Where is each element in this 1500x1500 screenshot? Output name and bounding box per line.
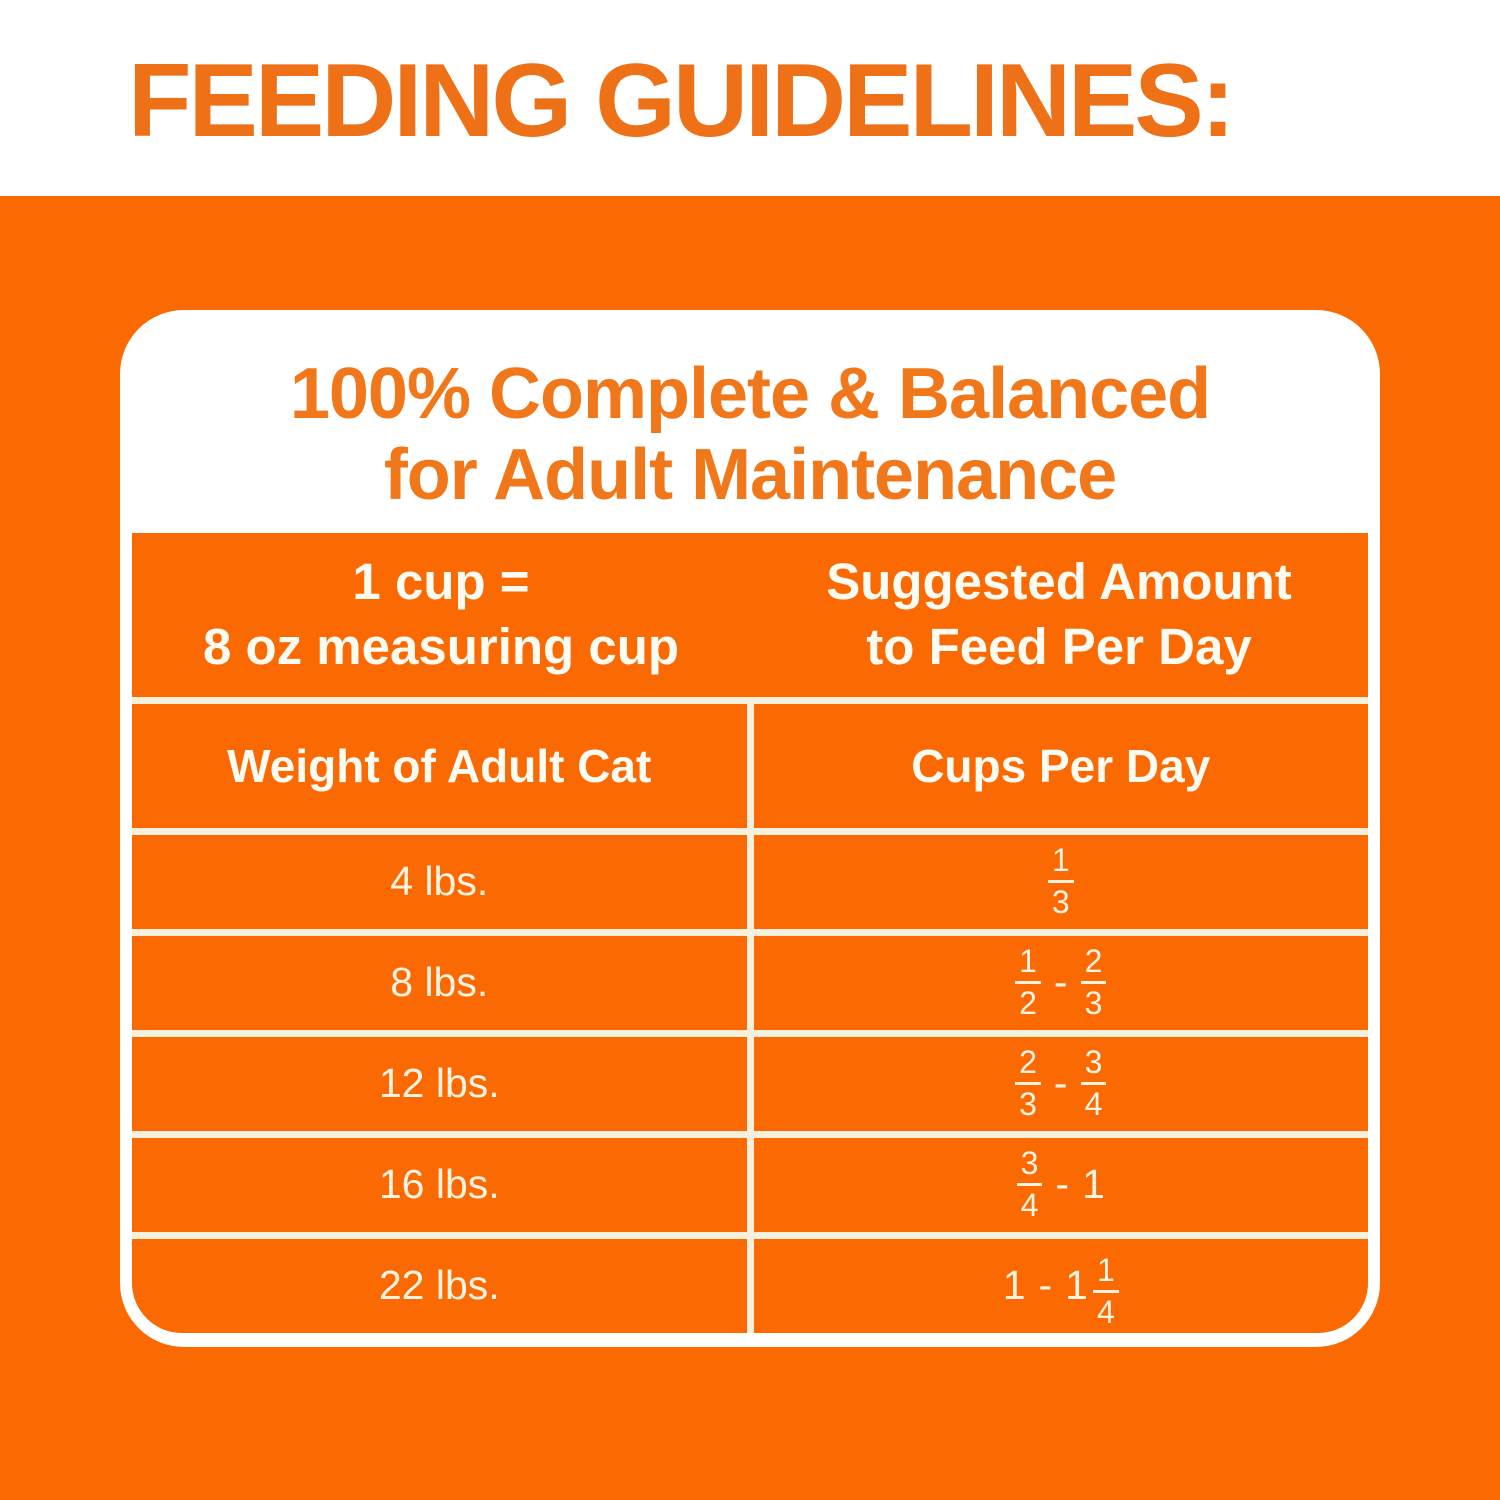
feeding-table (132, 533, 1368, 1333)
orange-panel (0, 196, 1500, 1500)
weight-cell: 22 lbs. (132, 1239, 747, 1333)
page-title: FEEDING GUIDELINES: (128, 43, 1233, 159)
fraction: $\frac{3}{4}$ (1081, 1046, 1107, 1122)
weight-cell: 12 lbs. (132, 1037, 747, 1131)
suggested-amount-header-cell (750, 533, 1368, 697)
card-title (132, 354, 1368, 517)
fraction: $\frac{1}{3}$ (1048, 844, 1074, 920)
suggested-amount-line2: to Feed Per Day (866, 617, 1252, 675)
range-dash: - (1038, 1262, 1053, 1309)
range-dash: - (1053, 1060, 1068, 1107)
cup-measure-line2: 8 oz measuring cup (202, 617, 680, 675)
table-row (132, 936, 1368, 1030)
cups-cell (754, 1239, 1369, 1333)
cup-measure-header-cell (132, 533, 750, 697)
top-band (0, 0, 1500, 196)
cups-cell (754, 835, 1369, 929)
table-row (132, 1239, 1368, 1333)
cup-measure-line1: 1 cup = (352, 552, 530, 610)
fraction: $\frac{1}{2}$ (1015, 945, 1041, 1021)
fraction: $\frac{2}{3}$ (1081, 945, 1107, 1021)
cups-cell (754, 1138, 1369, 1232)
table-column-headers-row (132, 704, 1368, 828)
fraction: $\frac{1}{4}$ (1093, 1254, 1119, 1330)
whole-number: 1 (1002, 1262, 1026, 1309)
cups-cell (754, 1037, 1369, 1131)
card-title-line1: 100% Complete & Balanced (289, 354, 1211, 434)
guidelines-card (120, 310, 1380, 1347)
card-title-line2: for Adult Maintenance (383, 435, 1117, 516)
fraction: $\frac{2}{3}$ (1015, 1046, 1041, 1122)
whole-number: 1 (1065, 1262, 1088, 1309)
range-dash: - (1055, 1161, 1070, 1208)
table-row (132, 1138, 1368, 1232)
suggested-amount-line1: Suggested Amount (826, 552, 1292, 610)
table-row (132, 1037, 1368, 1131)
cups-column-header-label: Cups Per Day (911, 739, 1211, 792)
fraction: $\frac{3}{4}$ (1017, 1147, 1043, 1223)
weight-column-header-label: Weight of Adult Cat (227, 739, 652, 792)
cups-cell (754, 936, 1369, 1030)
whole-number: 1 (1082, 1161, 1105, 1208)
table-row (132, 835, 1368, 929)
weight-cell: 4 lbs. (132, 835, 747, 929)
weight-cell: 8 lbs. (132, 936, 747, 1030)
weight-cell: 16 lbs. (132, 1138, 747, 1232)
weight-column-header (132, 704, 747, 828)
table-header-units-row (132, 533, 1368, 697)
cups-column-header (754, 704, 1369, 828)
range-dash: - (1053, 959, 1068, 1006)
